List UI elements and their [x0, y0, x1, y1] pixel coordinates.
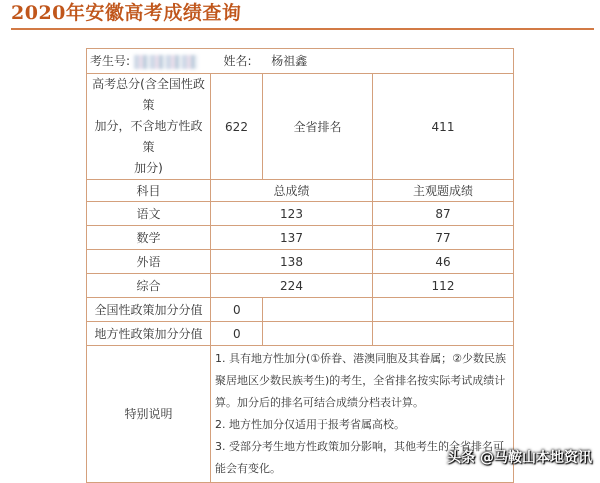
column-header: 总成绩 [211, 180, 373, 202]
table-row [87, 74, 514, 180]
column-header: 主观题成绩 [373, 180, 514, 202]
exam-id-label: 考生号: [90, 54, 131, 68]
total-label-line: 高考总分(含全国性政策 [92, 77, 205, 112]
note-item: 3. 受部分考生地方性政策加分影响，其他考生的全省排名可能会有变化。 [215, 440, 504, 475]
total-score-label [87, 74, 211, 180]
subject-total: 137 [211, 226, 373, 250]
subject-subjective: 77 [373, 226, 514, 250]
subject-name: 语文 [87, 202, 211, 226]
notes-label: 特别说明 [87, 346, 211, 483]
table-row [87, 202, 514, 226]
empty-cell [373, 322, 514, 346]
subject-subjective: 46 [373, 250, 514, 274]
page-title: 2020年安徽高考成绩查询 [11, 2, 242, 24]
subject-subjective: 87 [373, 202, 514, 226]
note-item: 2. 地方性加分仅适用于报考省属高校。 [215, 418, 405, 431]
table-row [87, 274, 514, 298]
empty-cell [263, 322, 373, 346]
table-row [87, 322, 514, 346]
exam-id-value-blurred [134, 55, 198, 69]
total-label-line: 加分) [134, 161, 163, 175]
empty-cell [373, 298, 514, 322]
name-value: 杨祖鑫 [271, 54, 308, 68]
title-divider [11, 28, 594, 30]
rank-label: 全省排名 [263, 74, 373, 180]
subject-total: 123 [211, 202, 373, 226]
column-header: 科目 [87, 180, 211, 202]
score-table [86, 48, 514, 483]
subject-subjective: 112 [373, 274, 514, 298]
table-row [87, 49, 514, 74]
national-bonus-value: 0 [211, 298, 263, 322]
total-label-line: 加分，不含地方性政策 [94, 119, 203, 154]
empty-cell [263, 298, 373, 322]
local-bonus-value: 0 [211, 322, 263, 346]
note-item: 1. 具有地方性加分(①侨眷、港澳同胞及其眷属；②少数民族聚居地区少数民族考生)的考生，全省排名按实际考试成绩计算。加分后的排名可结合成绩分档表计算。 [215, 352, 507, 409]
table-row [87, 250, 514, 274]
rank-value: 411 [373, 74, 514, 180]
subject-name: 外语 [87, 250, 211, 274]
local-bonus-label: 地方性政策加分分值 [87, 322, 211, 346]
watermark: 头条 @马鞍山本地资讯 [447, 450, 592, 466]
table-header-row [87, 180, 514, 202]
national-bonus-label: 全国性政策加分分值 [87, 298, 211, 322]
subject-name: 综合 [87, 274, 211, 298]
subject-total: 224 [211, 274, 373, 298]
subject-total: 138 [211, 250, 373, 274]
table-row [87, 226, 514, 250]
table-row [87, 298, 514, 322]
total-score-value: 622 [211, 74, 263, 180]
candidate-info-cell [87, 49, 514, 74]
name-label: 姓名: [223, 54, 252, 68]
subject-name: 数学 [87, 226, 211, 250]
